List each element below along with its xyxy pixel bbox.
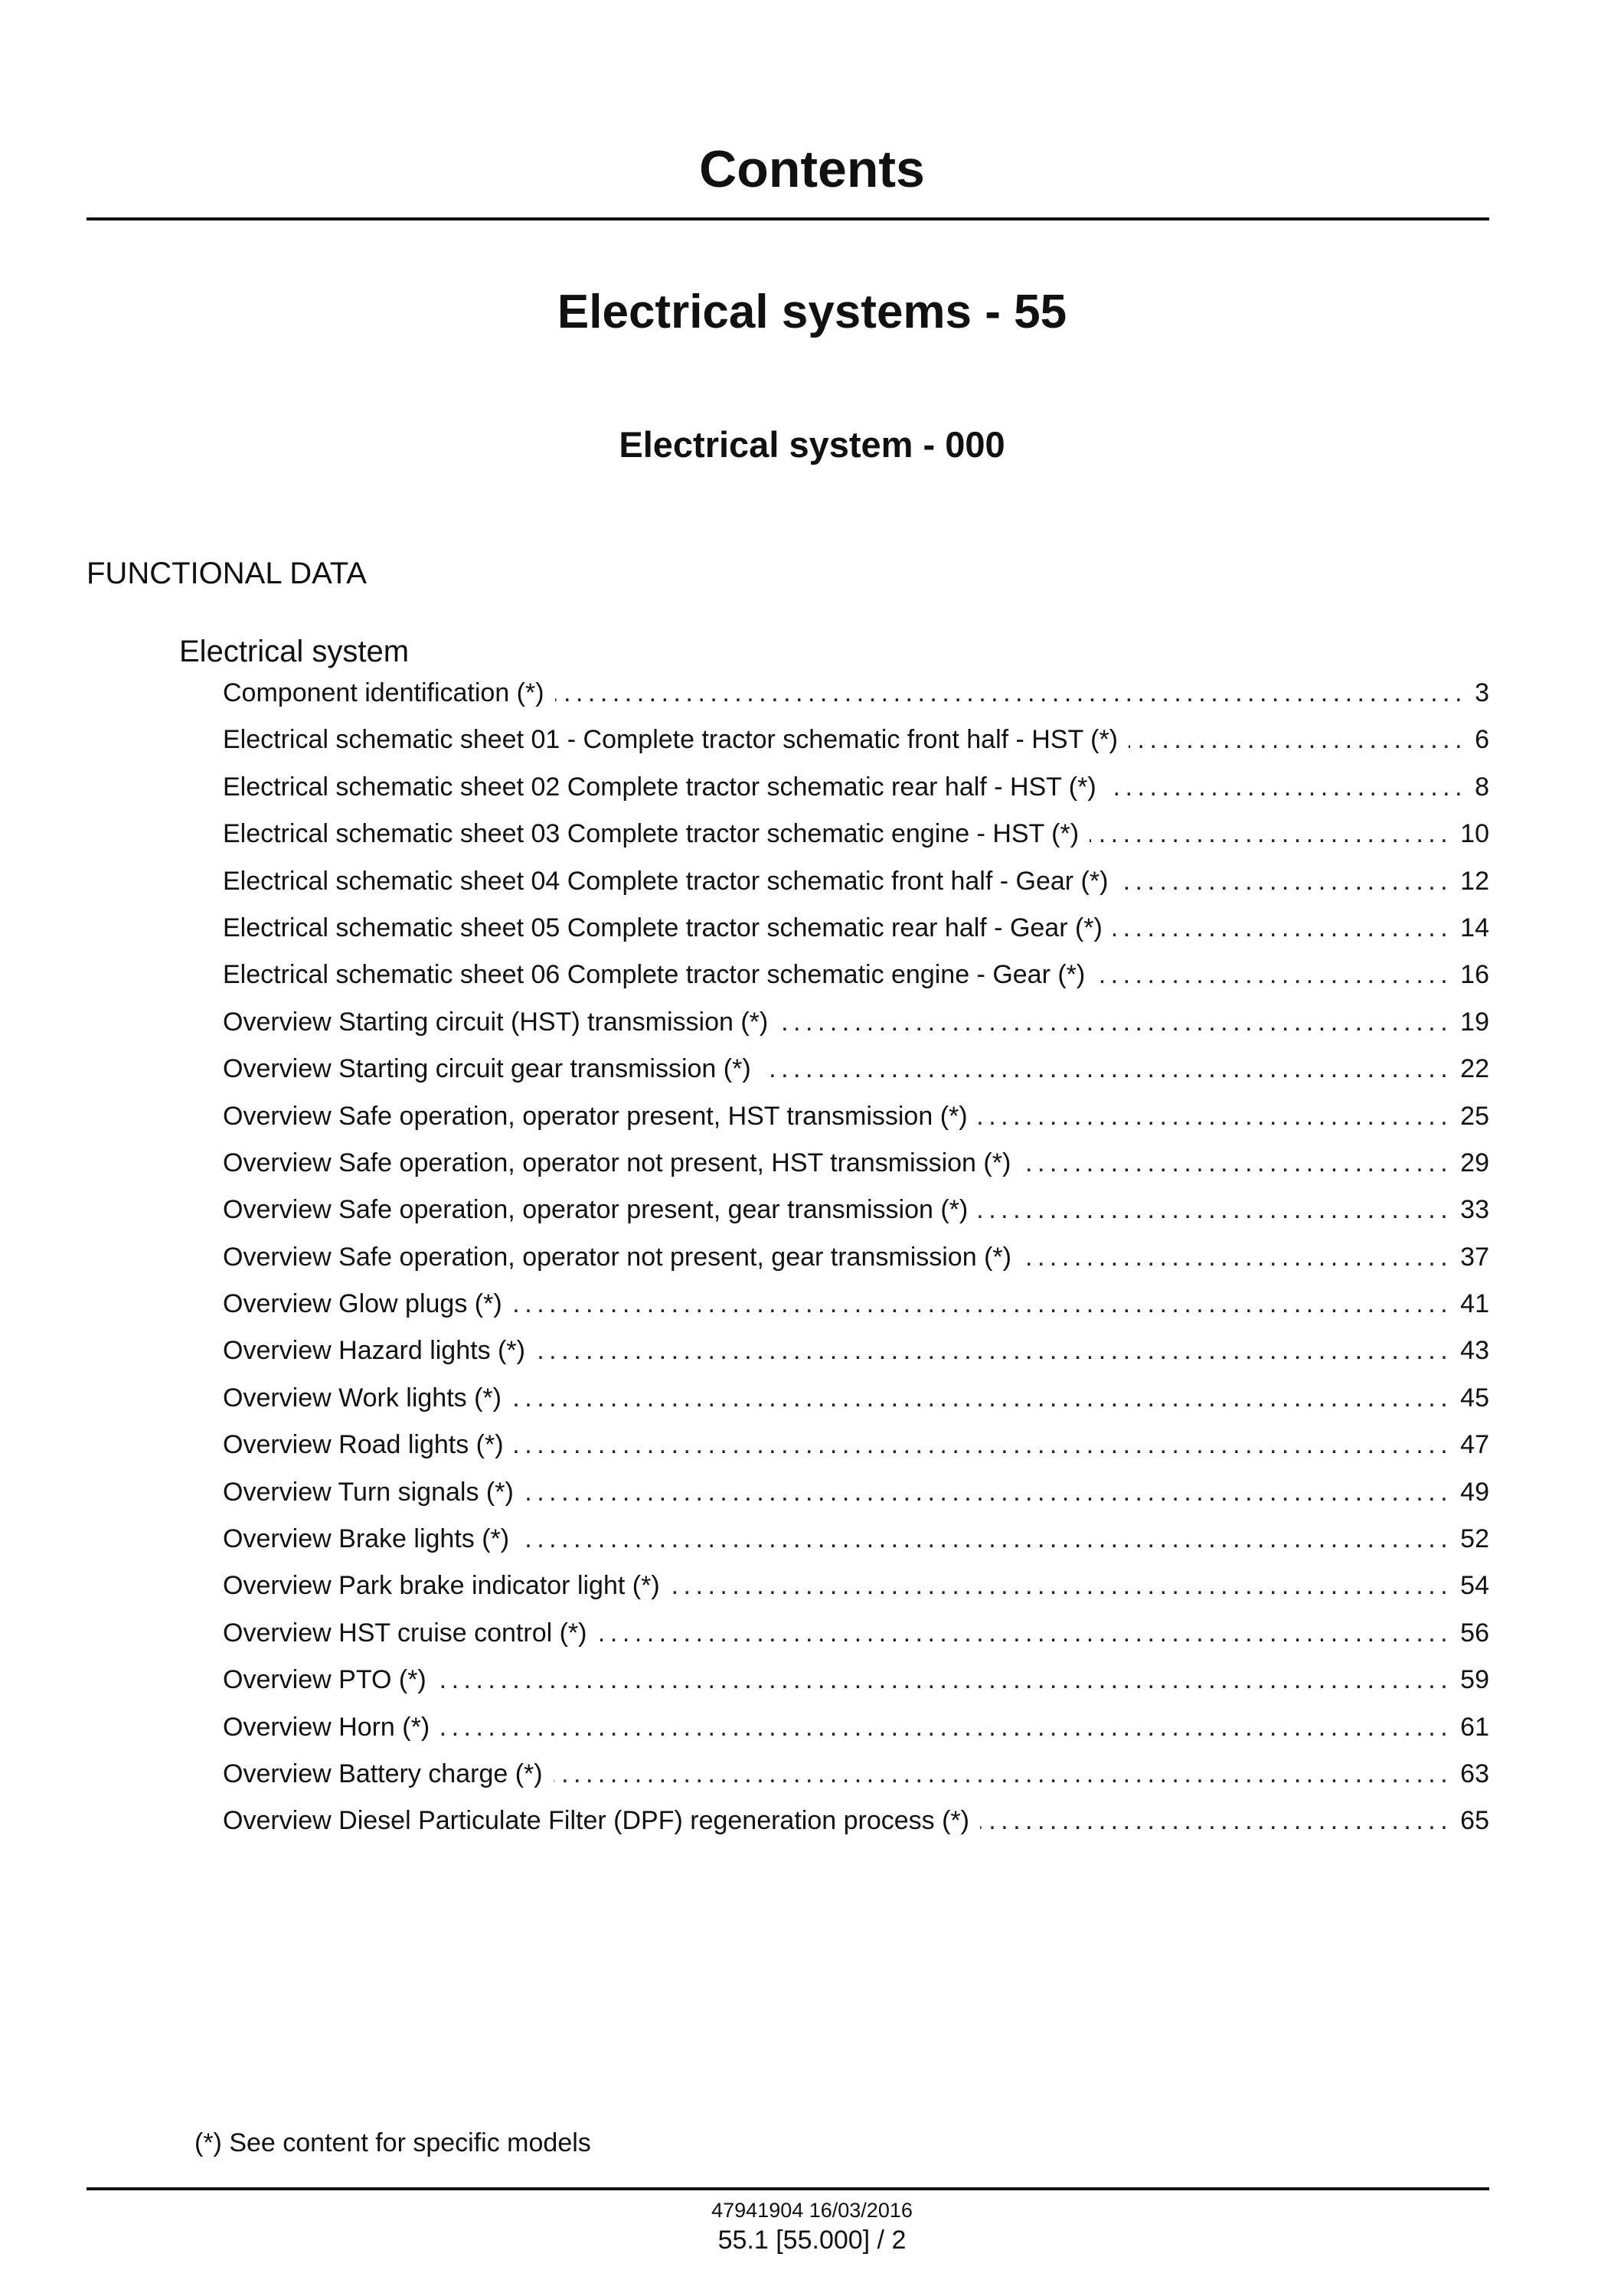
page-number: 55.1 [55.000] / 2 (717, 2226, 907, 2255)
toc-entry[interactable] (223, 1187, 1489, 1233)
toc-dot-leader (1096, 952, 1452, 998)
toc-entry-title: Overview Starting circuit (HST) transmission (*) (223, 1007, 769, 1037)
footnote: (*) See content for specific models (194, 2128, 591, 2157)
toc-entry[interactable] (223, 1751, 1489, 1798)
toc-entry-title: Electrical schematic sheet 05 Complete tractor schematic rear half - Gear (*) (223, 913, 1103, 942)
toc-dot-leader (1090, 811, 1452, 857)
toc-dot-leader (1119, 858, 1452, 905)
toc-entry-page: 12 (1460, 866, 1489, 896)
toc-entry[interactable] (223, 764, 1489, 811)
section-title: Electrical systems - 55 (557, 286, 1067, 338)
toc-entry-title: Overview Hazard lights (*) (223, 1336, 525, 1366)
chapter-title: Electrical system - 000 (619, 424, 1005, 465)
toc-entry-page: 19 (1460, 1007, 1489, 1037)
toc-entry[interactable] (223, 1516, 1489, 1563)
toc-entry-page: 14 (1460, 913, 1489, 942)
toc-entry-page: 41 (1460, 1289, 1489, 1319)
toc-entry-page: 22 (1460, 1054, 1489, 1084)
toc-entry[interactable] (223, 1328, 1489, 1374)
toc-entry-title: Overview Glow plugs (*) (223, 1289, 502, 1319)
toc-dot-leader (1107, 764, 1467, 811)
toc-entry-title: Overview Starting circuit gear transmission (*) (223, 1054, 751, 1084)
toc-entry-page: 56 (1460, 1618, 1489, 1648)
toc-entry-title: Overview Work lights (*) (223, 1383, 502, 1413)
page-title: Contents (699, 140, 925, 198)
toc-entry-title: Overview Safe operation, operator present, gear transmission (*) (223, 1195, 969, 1225)
toc-entry[interactable] (223, 1704, 1489, 1751)
toc-entry-page: 8 (1475, 772, 1489, 802)
toc-entry-page: 45 (1460, 1383, 1489, 1413)
toc-entry-title: Overview Safe operation, operator not present, HST transmission (*) (223, 1148, 1011, 1177)
toc-entry-title: Overview Road lights (*) (223, 1430, 504, 1460)
toc-entry[interactable] (223, 670, 1489, 717)
toc-list (223, 670, 1489, 1845)
toc-entry[interactable] (223, 952, 1489, 998)
toc-entry[interactable] (223, 1610, 1489, 1657)
toc-entry[interactable] (223, 1281, 1489, 1328)
toc-dot-leader (520, 1516, 1452, 1563)
toc-entry-title: Overview Safe operation, operator present, HST transmission (*) (223, 1101, 968, 1131)
toc-entry[interactable] (223, 1046, 1489, 1092)
toc-dot-leader (536, 1328, 1452, 1374)
toc-entry-title: Electrical schematic sheet 03 Complete tractor schematic engine - HST (*) (223, 819, 1080, 849)
toc-dot-leader (762, 1046, 1453, 1092)
toc-entry-title: Overview PTO (*) (223, 1665, 426, 1695)
toc-entry[interactable] (223, 905, 1489, 952)
toc-dot-leader (1113, 905, 1452, 952)
footer-divider (87, 2187, 1489, 2190)
toc-entry[interactable] (223, 811, 1489, 857)
toc-entry-title: Electrical schematic sheet 01 - Complete tractor schematic front half - HST (*) (223, 725, 1118, 755)
toc-dot-leader (554, 1751, 1453, 1798)
toc-dot-leader (1129, 717, 1467, 763)
toc-dot-leader (1022, 1234, 1452, 1281)
toc-entry-title: Overview Horn (*) (223, 1712, 430, 1742)
toc-dot-leader (524, 1469, 1452, 1516)
group-heading: Electrical system (179, 635, 410, 668)
toc-dot-leader (598, 1610, 1453, 1657)
toc-entry[interactable] (223, 1657, 1489, 1703)
toc-entry-title: Overview HST cruise control (*) (223, 1618, 587, 1648)
toc-entry-title: Overview Park brake indicator light (*) (223, 1571, 660, 1601)
toc-dot-leader (979, 1187, 1452, 1233)
toc-entry-page: 6 (1475, 725, 1489, 755)
toc-dot-leader (980, 1798, 1452, 1844)
toc-entry-page: 61 (1460, 1712, 1489, 1742)
toc-entry-page: 25 (1460, 1101, 1489, 1131)
toc-entry[interactable] (223, 1375, 1489, 1422)
toc-entry-page: 59 (1460, 1665, 1489, 1695)
category-heading: FUNCTIONAL DATA (87, 557, 367, 590)
toc-entry-title: Electrical schematic sheet 06 Complete tractor schematic engine - Gear (*) (223, 960, 1086, 990)
toc-entry-page: 65 (1460, 1806, 1489, 1836)
toc-dot-leader (671, 1563, 1453, 1609)
toc-dot-leader (515, 1422, 1453, 1468)
toc-entry[interactable] (223, 1798, 1489, 1844)
toc-entry[interactable] (223, 1422, 1489, 1468)
toc-entry-title: Overview Diesel Particulate Filter (DPF) regeneration process (*) (223, 1806, 969, 1836)
toc-entry-page: 49 (1460, 1477, 1489, 1507)
toc-dot-leader (1021, 1140, 1452, 1187)
toc-entry-page: 54 (1460, 1571, 1489, 1601)
toc-entry-page: 43 (1460, 1336, 1489, 1366)
toc-entry-title: Overview Turn signals (*) (223, 1477, 514, 1507)
document-id: 47941904 16/03/2016 (711, 2199, 913, 2222)
toc-entry[interactable] (223, 999, 1489, 1046)
header-divider (87, 217, 1489, 220)
toc-dot-leader (437, 1657, 1452, 1703)
toc-entry-title: Electrical schematic sheet 02 Complete tractor schematic rear half - HST (*) (223, 772, 1096, 802)
toc-dot-leader (440, 1704, 1452, 1751)
toc-dot-leader (512, 1375, 1452, 1422)
toc-entry-page: 16 (1460, 960, 1489, 990)
toc-entry[interactable] (223, 858, 1489, 905)
toc-entry-page: 37 (1460, 1242, 1489, 1272)
toc-entry-page: 52 (1460, 1524, 1489, 1554)
toc-entry-title: Component identification (*) (223, 678, 544, 707)
toc-entry-page: 3 (1475, 678, 1489, 707)
toc-entry[interactable] (223, 1563, 1489, 1609)
toc-dot-leader (513, 1281, 1453, 1328)
toc-dot-leader (555, 670, 1468, 717)
toc-entry-title: Overview Safe operation, operator not present, gear transmission (*) (223, 1242, 1011, 1272)
toc-entry[interactable] (223, 717, 1489, 763)
toc-entry-title: Overview Battery charge (*) (223, 1759, 543, 1788)
toc-entry[interactable] (223, 1234, 1489, 1281)
toc-entry[interactable] (223, 1469, 1489, 1516)
toc-entry-page: 63 (1460, 1759, 1489, 1788)
toc-entry[interactable] (223, 1093, 1489, 1140)
toc-entry-page: 10 (1460, 819, 1489, 849)
toc-entry-title: Overview Brake lights (*) (223, 1524, 510, 1554)
toc-entry-title: Electrical schematic sheet 04 Complete tractor schematic front half - Gear (*) (223, 866, 1109, 896)
toc-entry-page: 29 (1460, 1148, 1489, 1177)
toc-dot-leader (979, 1093, 1453, 1140)
toc-entry-page: 47 (1460, 1430, 1489, 1460)
toc-entry[interactable] (223, 1140, 1489, 1187)
toc-entry-page: 33 (1460, 1195, 1489, 1225)
toc-dot-leader (779, 999, 1452, 1046)
